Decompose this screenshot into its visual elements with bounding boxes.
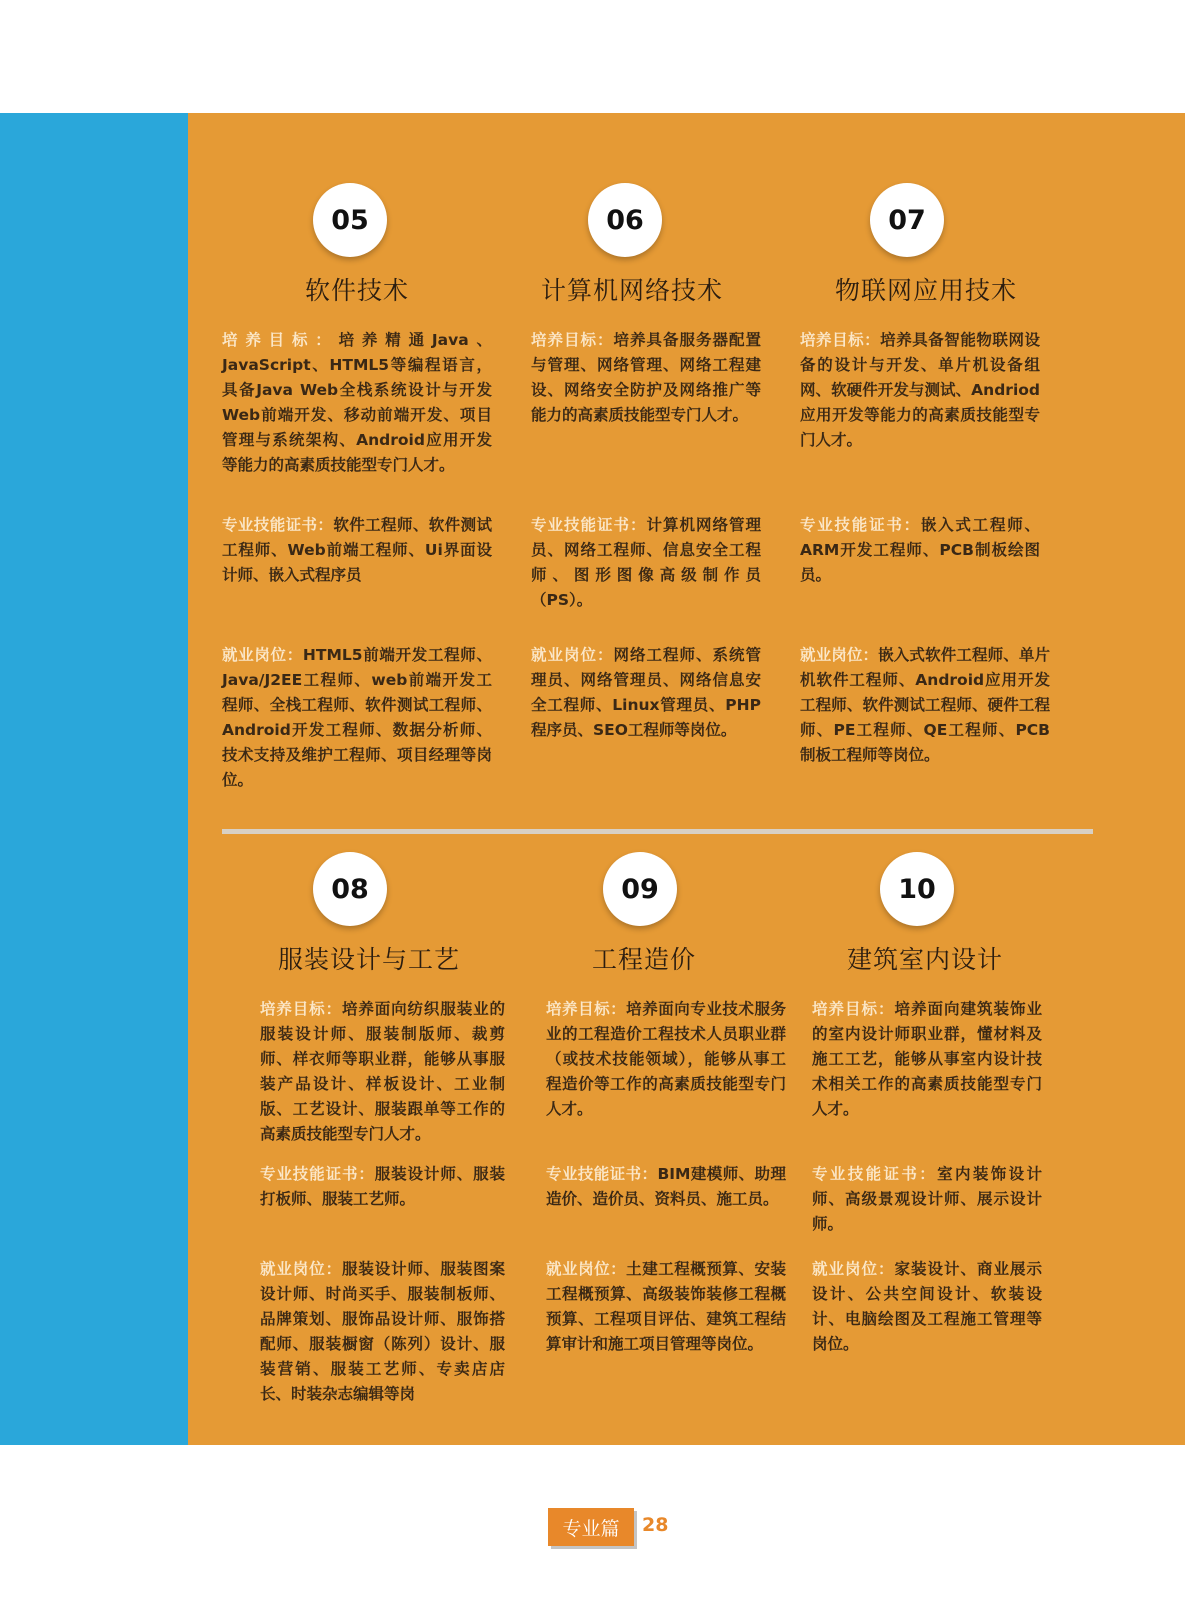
training-goal [222, 328, 492, 478]
program-card-06 [531, 183, 761, 739]
program-card-08 [260, 852, 505, 1403]
program-title: 软件技术 [304, 276, 409, 305]
skill-certificate-label: 专业技能证书： [260, 1165, 375, 1183]
page-number: 28 [642, 1514, 669, 1536]
employment-positions [546, 1257, 786, 1357]
program-title: 工程造价 [592, 945, 697, 974]
training-goal-label: 培养目标： [800, 331, 881, 349]
program-card-09 [546, 852, 786, 1353]
employment-positions-label: 就业岗位： [800, 646, 879, 664]
employment-positions-text: 家装设计、商业展示设计、公共空间设计、软装设计、电脑绘图及工程施工管理等岗位。 [812, 1260, 1042, 1353]
training-goal-label: 培养目标： [546, 1000, 627, 1018]
program-title: 计算机网络技术 [541, 276, 724, 305]
training-goal [531, 328, 761, 428]
training-goal-text: 培养面向纺织服装业的服装设计师、服装制版师、裁剪师、样衣师等职业群，能够从事服装产品设计、样板设计、工业制版、工艺设计、服装跟单等工作的高素质技能型专门人才。 [260, 1000, 505, 1143]
employment-positions-text: 网络工程师、系统管理员、网络管理员、网络信息安全工程师、Linux管理员、PHP程序员、SEO工程师等岗位。 [531, 646, 761, 739]
employment-positions [531, 643, 761, 743]
employment-positions [800, 643, 1050, 768]
program-card-05 [222, 183, 492, 789]
skill-certificate-label: 专业技能证书： [546, 1165, 658, 1183]
training-goal-text: 培养面向建筑装饰业的室内设计师职业群，懂材料及施工工艺，能够从事室内设计技术相关工作的高素质技能型专门人才。 [812, 1000, 1042, 1118]
employment-positions [812, 1257, 1042, 1357]
program-title: 物联网应用技术 [835, 276, 1018, 305]
program-number-badge: 06 [588, 183, 662, 257]
employment-positions-text: 嵌入式软件工程师、单片机软件工程师、Android应用开发工程师、软件测试工程师、硬件工程师、PE工程师、QE工程师、PCB制板工程师等岗位。 [800, 646, 1050, 764]
skill-certificate-text: 软件工程师、软件测试工程师、Web前端工程师、Ui界面设计师、嵌入式程序员 [222, 516, 492, 584]
employment-positions-label: 就业岗位： [222, 646, 303, 664]
program-title: 服装设计与工艺 [278, 945, 461, 974]
training-goal-text: 培养具备智能物联网设备的设计与开发、单片机设备组网、软硬件开发与测试、Andriod应用开发等能力的高素质技能型专门人才。 [800, 331, 1040, 449]
skill-certificate [812, 1162, 1042, 1237]
program-card-07 [800, 183, 1050, 764]
program-number-badge: 05 [313, 183, 387, 257]
training-goal-text: 培养具备服务器配置与管理、网络管理、网络工程建设、网络安全防护及网络推广等能力的高素质技能型专门人才。 [531, 331, 761, 424]
skill-certificate-text: BIM建模师、助理造价、造价员、资料员、施工员。 [546, 1165, 786, 1208]
training-goal-label: 培养目标： [222, 331, 339, 349]
program-card-10 [812, 852, 1042, 1353]
skill-certificate-label: 专业技能证书： [812, 1165, 938, 1183]
skill-certificate-label: 专业技能证书： [222, 516, 334, 534]
training-goal-label: 培养目标： [812, 1000, 895, 1018]
skill-certificate [800, 513, 1040, 588]
employment-positions-label: 就业岗位： [531, 646, 614, 664]
skill-certificate-label: 专业技能证书： [531, 516, 647, 534]
section-tag: 专业篇 [548, 1508, 634, 1546]
skill-certificate [531, 513, 761, 613]
employment-positions-label: 就业岗位： [260, 1260, 342, 1278]
section-divider [222, 829, 1093, 834]
program-number-badge: 09 [603, 852, 677, 926]
skill-certificate [260, 1162, 505, 1212]
training-goal [800, 328, 1040, 453]
skill-certificate-text: 服装设计师、服装打板师、服装工艺师。 [260, 1165, 505, 1208]
employment-positions [260, 1257, 505, 1407]
training-goal [260, 997, 505, 1147]
employment-positions-text: 服装设计师、服装图案设计师、时尚买手、服装制板师、品牌策划、服饰品设计师、服饰搭配师、服装橱窗（陈列）设计、服装营销、服装工艺师、专卖店店长、时装杂志编辑等岗 [260, 1260, 505, 1403]
training-goal [546, 997, 786, 1122]
training-goal-label: 培养目标： [260, 1000, 342, 1018]
skill-certificate-text: 嵌入式工程师、ARM开发工程师、PCB制板绘图员。 [800, 516, 1040, 584]
training-goal [812, 997, 1042, 1122]
employment-positions-label: 就业岗位： [812, 1260, 895, 1278]
skill-certificate [546, 1162, 786, 1212]
training-goal-text: 培养精通Java、JavaScript、HTML5等编程语言，具备Java Web全栈系统设计与开发Web前端开发、移动前端开发、项目管理与系统架构、Android应用开发等能力的高素质技能型专门人才。 [222, 331, 492, 474]
training-goal-text: 培养面向专业技术服务业的工程造价工程技术人员职业群（或技术技能领域），能够从事工程造价等工作的高素质技能型专门人才。 [546, 1000, 786, 1118]
skill-certificate [222, 513, 492, 588]
employment-positions-text: HTML5前端开发工程师、Java/J2EE工程师、web前端开发工程师、全栈工程师、软件测试工程师、Android开发工程师、数据分析师、技术支持及维护工程师、项目经理等岗位。 [222, 646, 492, 789]
program-number-badge: 07 [870, 183, 944, 257]
skill-certificate-label: 专业技能证书： [800, 516, 921, 534]
employment-positions-label: 就业岗位： [546, 1260, 627, 1278]
skill-certificate-text: 计算机网络管理员、网络工程师、信息安全工程师、图形图像高级制作员（PS）。 [531, 516, 761, 609]
employment-positions [222, 643, 492, 793]
training-goal-label: 培养目标： [531, 331, 614, 349]
left-blue-bar [0, 113, 188, 1445]
skill-certificate-text: 室内装饰设计师、高级景观设计师、展示设计师。 [812, 1165, 1042, 1233]
program-number-badge: 08 [313, 852, 387, 926]
program-number-badge: 10 [880, 852, 954, 926]
employment-positions-text: 土建工程概预算、安装工程概预算、高级装饰装修工程概预算、工程项目评估、建筑工程结算审计和施工项目管理等岗位。 [546, 1260, 786, 1353]
program-title: 建筑室内设计 [847, 945, 1004, 974]
